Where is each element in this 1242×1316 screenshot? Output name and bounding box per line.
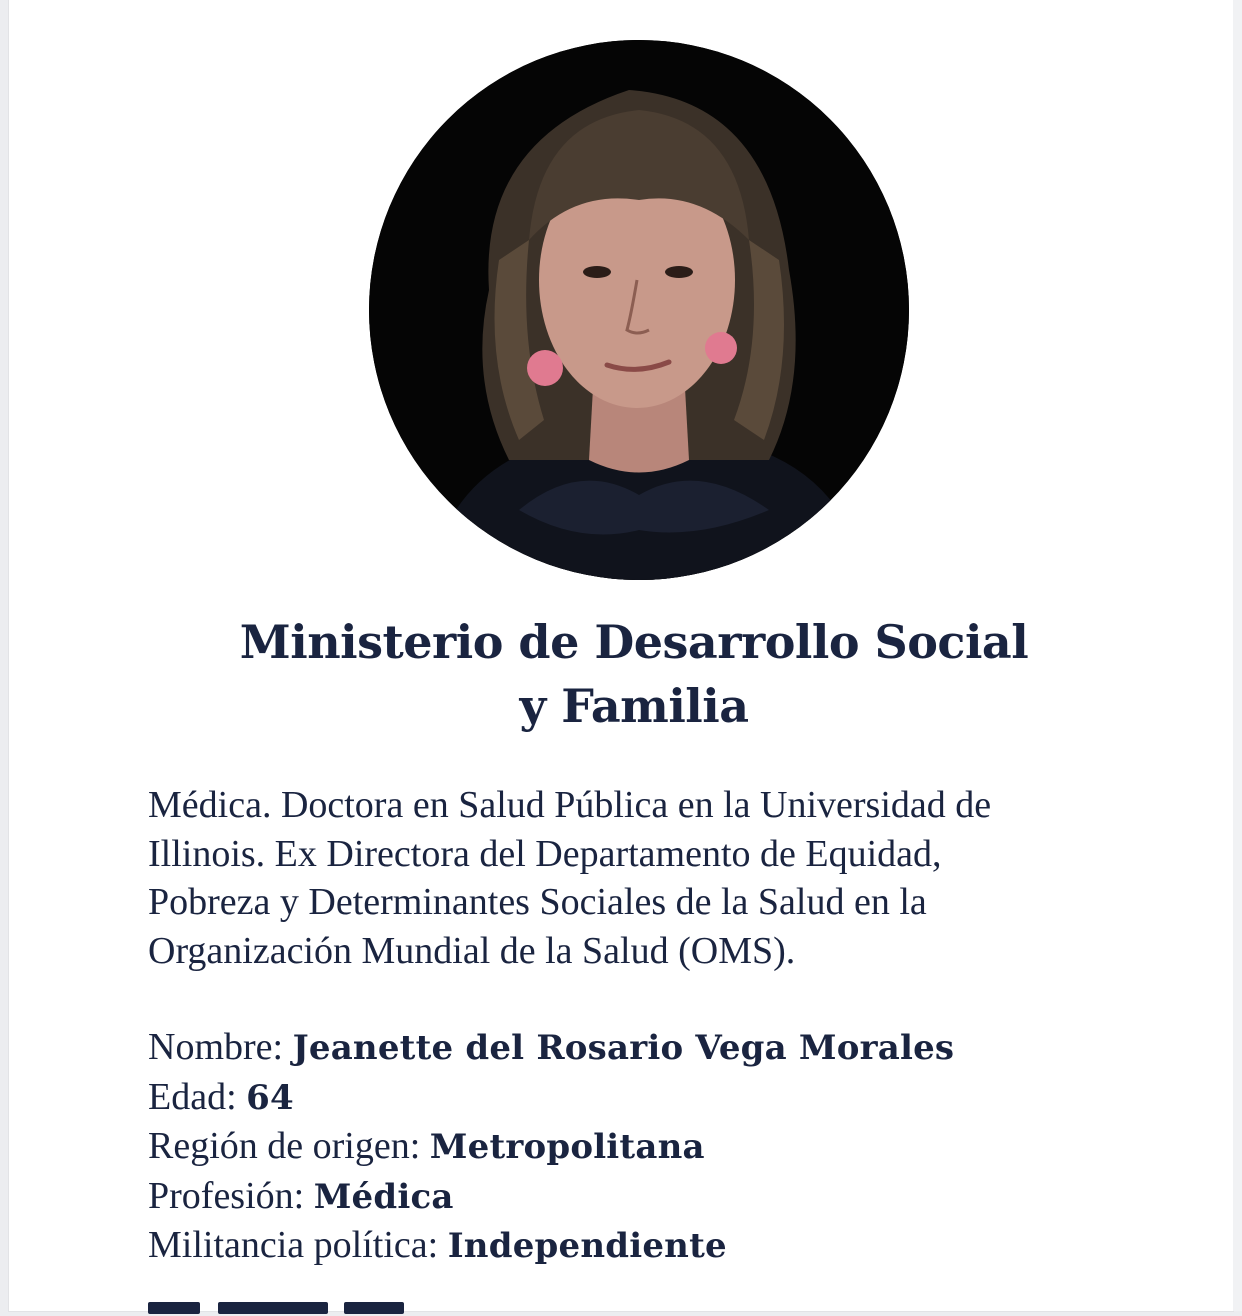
fact-value: Jeanette del Rosario Vega Morales — [292, 1028, 955, 1068]
bio-line: Médica. Doctora en Salud Pública en la Universidad de — [148, 784, 992, 826]
bio-paragraph — [148, 781, 1148, 975]
fact-value: Médica — [313, 1176, 454, 1217]
fact-label: Militancia política: — [148, 1224, 439, 1266]
profile-facts — [148, 1023, 1148, 1271]
fact-region — [148, 1122, 1148, 1172]
fact-value: Metropolitana — [429, 1127, 705, 1167]
portrait-photo — [369, 40, 909, 580]
fact-label: Profesión: — [148, 1174, 305, 1217]
ministry-title-line-1: Ministerio de Desarrollo Social — [239, 615, 1029, 669]
ministry-title — [139, 610, 1129, 738]
fact-name — [148, 1023, 1148, 1073]
bio-line: Illinois. Ex Directora del Departamento de Equidad, — [148, 832, 942, 875]
fact-age — [148, 1073, 1148, 1123]
fact-political-affiliation — [148, 1221, 1148, 1271]
article-page — [9, 0, 1233, 1311]
fact-value: Independiente — [447, 1226, 727, 1266]
fact-label: Edad: — [148, 1075, 237, 1118]
ministry-title-line-2: y Familia — [519, 679, 749, 733]
fact-label: Región de origen: — [148, 1125, 421, 1167]
fact-value: 64 — [246, 1077, 294, 1118]
fact-profession — [148, 1172, 1148, 1222]
next-section-heading-cut-off — [148, 1296, 448, 1316]
window-edge — [1233, 0, 1242, 1311]
fact-label: Nombre: — [148, 1026, 284, 1068]
bio-line: Pobreza y Determinantes Sociales de la Salud en la — [148, 881, 927, 923]
bio-line: Organización Mundial de la Salud (OMS). — [148, 929, 796, 972]
